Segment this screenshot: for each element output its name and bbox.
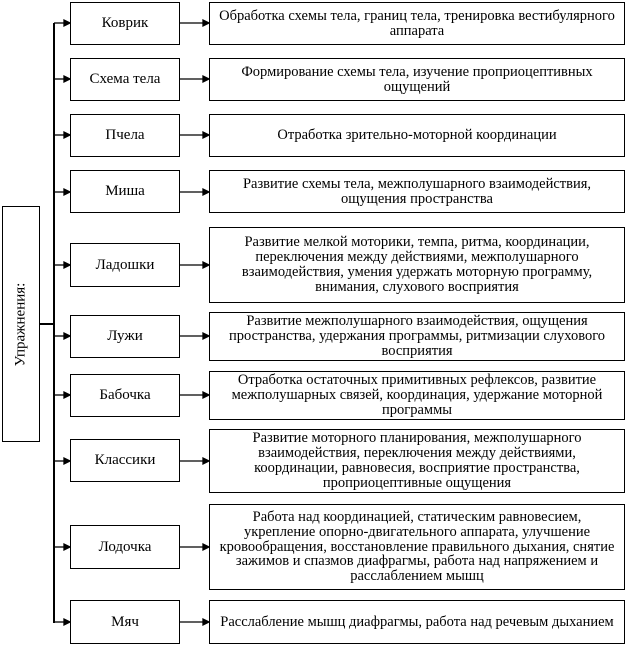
- description-text: Формирование схемы тела, изучение проприоцептивных ощущений: [241, 63, 593, 95]
- exercise-name: Бабочка: [99, 387, 151, 403]
- description-text: Развитие схемы тела, межполушарного взаимодействия, ощущения пространства: [242, 175, 592, 207]
- description-text: Отработка остаточных примитивных рефлексов, развитие межполушарных связей, координация, удержание моторной программы: [231, 372, 603, 418]
- description-box: [209, 371, 625, 420]
- description-box: [209, 600, 625, 644]
- description-text: Развитие мелкой моторики, темпа, ритма, координации, переключения между действиями, межполушарного взаимодействия, умения удержать моторную программу, внимания, слухового восприятия: [241, 234, 593, 295]
- exercise-box: [70, 315, 180, 358]
- exercise-name: Лодочка: [98, 538, 152, 555]
- exercise-name: Классики: [94, 452, 156, 468]
- description-box: [209, 170, 625, 213]
- exercise-name: Схема тела: [89, 71, 161, 87]
- description-text: Отработка зрительно-моторной координации: [277, 127, 557, 144]
- description-box: [209, 504, 625, 590]
- description-box: [209, 2, 625, 45]
- exercise-box: [70, 114, 180, 157]
- description-box: [209, 429, 625, 493]
- exercise-box: [70, 374, 180, 417]
- description-text: Расслабление мышц диафрагмы, работа над речевым дыханием: [220, 613, 614, 630]
- exercise-name: Миша: [105, 183, 145, 199]
- exercise-box: [70, 170, 180, 213]
- exercise-box: [70, 600, 180, 644]
- exercise-name: Мяч: [111, 613, 139, 630]
- description-box: [209, 312, 625, 361]
- exercise-name: Пчела: [105, 127, 145, 143]
- description-text: Развитие межполушарного взаимодействия, ощущения пространства, удержания программы, ритмизации слухового восприятия: [228, 313, 606, 359]
- description-text: Обработка схемы тела, границ тела, тренировка вестибулярного аппарата: [219, 7, 615, 39]
- description-box: [209, 58, 625, 101]
- description-text: Работа над координацией, статическим равновесием, укрепление опорно-двигательного аппарата, улучшение кровообращения, восстановление правильного дыхания, снятие зажимов и спазмов диафрагмы, работа над напряжением и расслаблением мышц: [219, 509, 615, 585]
- exercise-box: [70, 2, 180, 45]
- exercise-box: [70, 58, 180, 101]
- exercise-box: [70, 525, 180, 569]
- exercise-name: Ладошки: [95, 256, 155, 273]
- root-label: Упражнения:: [12, 282, 29, 366]
- exercise-name: Лужи: [107, 328, 143, 344]
- description-box: [209, 114, 625, 157]
- exercise-name: Коврик: [101, 15, 149, 31]
- description-text: Развитие моторного планирования, межполушарного взаимодействия, переключения между действиями, координации, равновесия, восприятие пространства, проприоцептивные ощущения: [252, 430, 582, 491]
- exercise-box: [70, 439, 180, 482]
- description-box: [209, 227, 625, 303]
- exercise-box: [70, 243, 180, 287]
